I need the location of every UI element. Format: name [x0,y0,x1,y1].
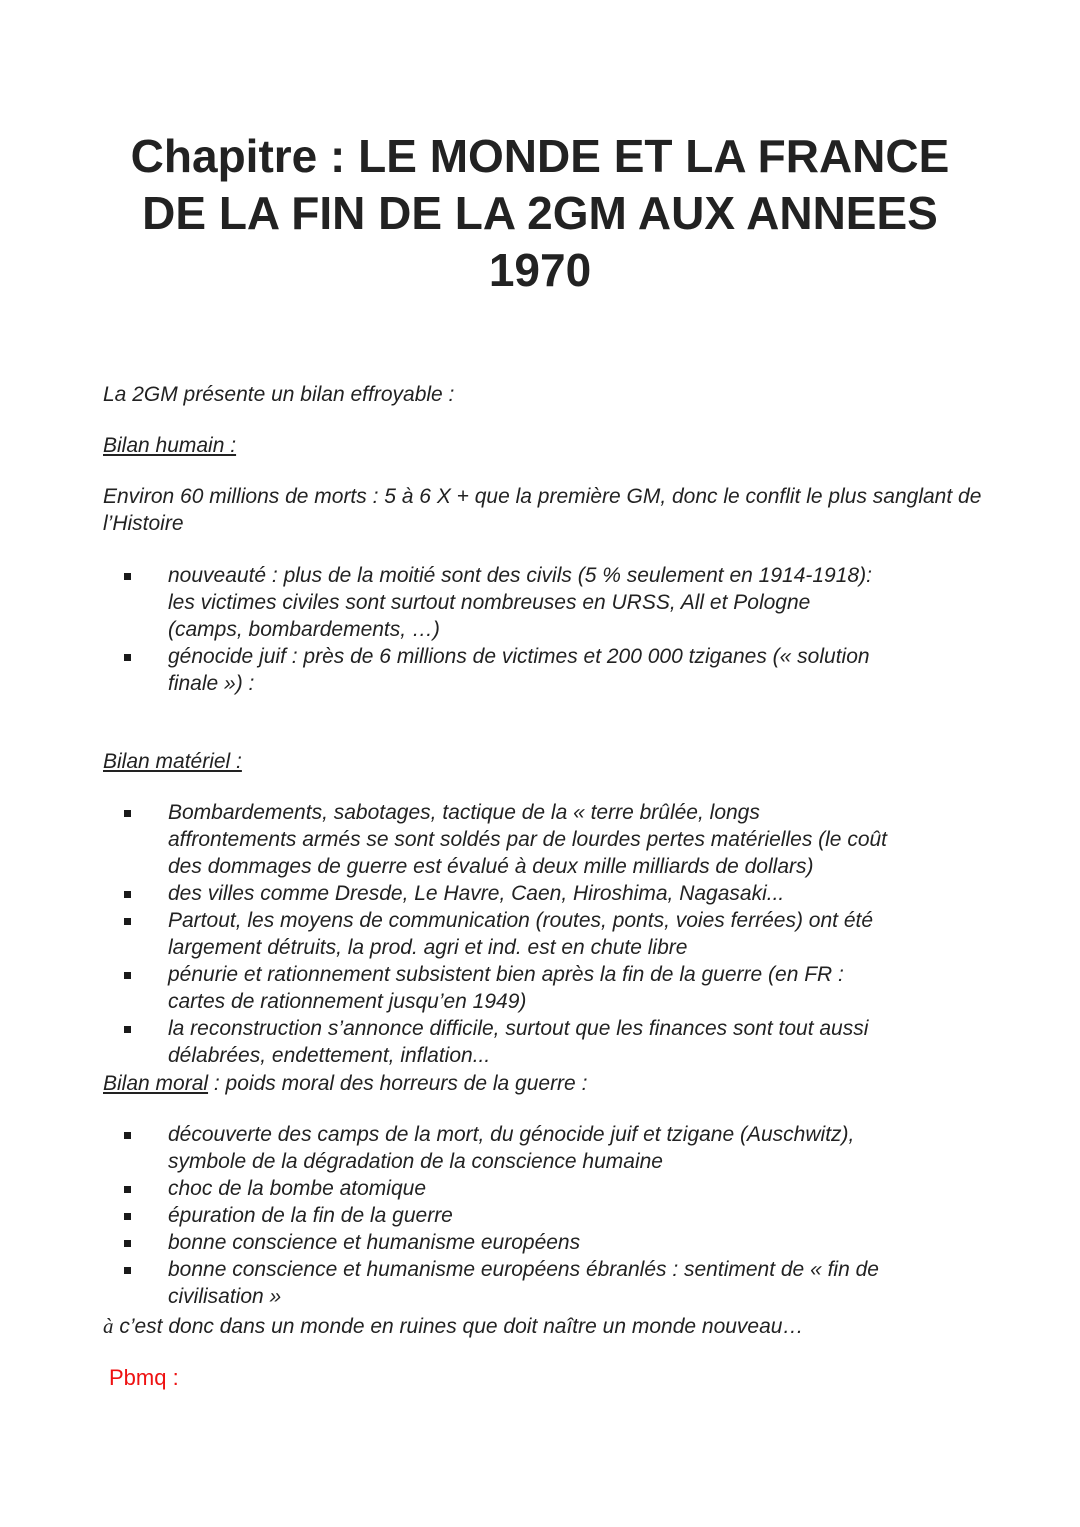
title-line-3: 1970 [488,244,592,296]
bilan-humain-list [0,562,978,697]
list-item [0,643,978,697]
list-item-line: nouveauté : plus de la moitié sont des civils (5 % seulement en 1914-1918): [168,564,872,587]
bullet-square-icon [124,573,131,580]
list-item-line: la reconstruction s’annonce difficile, surtout que les finances sont tout aussi [168,1017,869,1040]
bullet-square-icon [124,1240,131,1247]
title-line-2: DE LA FIN DE LA 2GM AUX ANNEES [142,187,938,239]
bullet-square-icon [124,1026,131,1033]
section-heading-bilan-materiel: Bilan matériel : [103,750,242,773]
list-item [0,1015,978,1069]
list-item [0,1175,978,1202]
list-item [0,799,978,880]
list-item-line: affrontements armés se sont soldés par de lourdes pertes matérielles (le coût [168,828,888,851]
list-item-line: bonne conscience et humanisme européens [168,1231,581,1254]
bullet-square-icon [124,891,131,898]
list-item-line: largement détruits, la prod. agri et ind. est en chute libre [168,936,688,959]
bilan-moral-list [0,1121,978,1310]
bullet-square-icon [124,654,131,661]
list-item [0,880,978,907]
conclusion-text: c’est donc dans un monde en ruines que doit naître un monde nouveau… [113,1315,804,1338]
list-item [0,907,978,961]
bilan-materiel-list [0,799,978,1069]
list-item-line: pénurie et rationnement subsistent bien après la fin de la guerre (en FR : [168,963,844,986]
pbmq-label: Pbmq : [109,1365,179,1390]
list-item-line: civilisation » [168,1285,282,1308]
list-item-line: des villes comme Dresde, Le Havre, Caen, Hiroshima, Nagasaki... [168,882,785,905]
section-heading-bilan-moral [103,1070,587,1097]
bullet-square-icon [124,972,131,979]
intro-text: La 2GM présente un bilan effroyable : [103,383,455,406]
bullet-square-icon [124,1213,131,1220]
bilan-humain-paragraph: Environ 60 millions de morts : 5 à 6 X + que la première GM, donc le conflit le plus sanglant de l’Histoire [103,485,982,535]
list-item [0,1121,978,1175]
list-item-line: choc de la bombe atomique [168,1177,426,1200]
list-item-line: bonne conscience et humanisme européens ébranlés : sentiment de « fin de [168,1258,879,1281]
bullet-square-icon [124,1267,131,1274]
arrow-glyph: à [103,1314,114,1338]
title-line-1: Chapitre : LE MONDE ET LA FRANCE [130,130,950,182]
bullet-square-icon [124,1186,131,1193]
list-item [0,1256,978,1310]
section-heading-bilan-humain: Bilan humain : [103,434,237,457]
list-item [0,961,978,1015]
bullet-square-icon [124,1132,131,1139]
list-item-line: génocide juif : près de 6 millions de victimes et 200 000 tziganes (« solution [168,645,870,668]
conclusion-line [103,1313,803,1340]
list-item [0,1229,978,1256]
list-item [0,562,978,643]
list-item-line: symbole de la dégradation de la conscience humaine [168,1150,663,1173]
list-item-line: délabrées, endettement, inflation... [168,1044,491,1067]
bullet-square-icon [124,918,131,925]
list-item-line: des dommages de guerre est évalué à deux mille milliards de dollars) [168,855,814,878]
bilan-moral-label: Bilan moral [103,1072,209,1095]
list-item [0,1202,978,1229]
list-item-line: les victimes civiles sont surtout nombreuses en URSS, All et Pologne [168,591,811,614]
list-item-line: Partout, les moyens de communication (routes, ponts, voies ferrées) ont été [168,909,874,932]
bullet-square-icon [124,810,131,817]
bilan-moral-rest: : poids moral des horreurs de la guerre : [208,1072,588,1095]
list-item-line: (camps, bombardements, …) [168,618,440,641]
list-item-line: cartes de rationnement jusqu’en 1949) [168,990,527,1013]
list-item-line: découverte des camps de la mort, du génocide juif et tzigane (Auschwitz), [168,1123,855,1146]
list-item-line: épuration de la fin de la guerre [168,1204,453,1227]
list-item-line: finale ») : [168,672,255,695]
page-title [60,128,1020,299]
list-item-line: Bombardements, sabotages, tactique de la « terre brûlée, longs [168,801,760,824]
